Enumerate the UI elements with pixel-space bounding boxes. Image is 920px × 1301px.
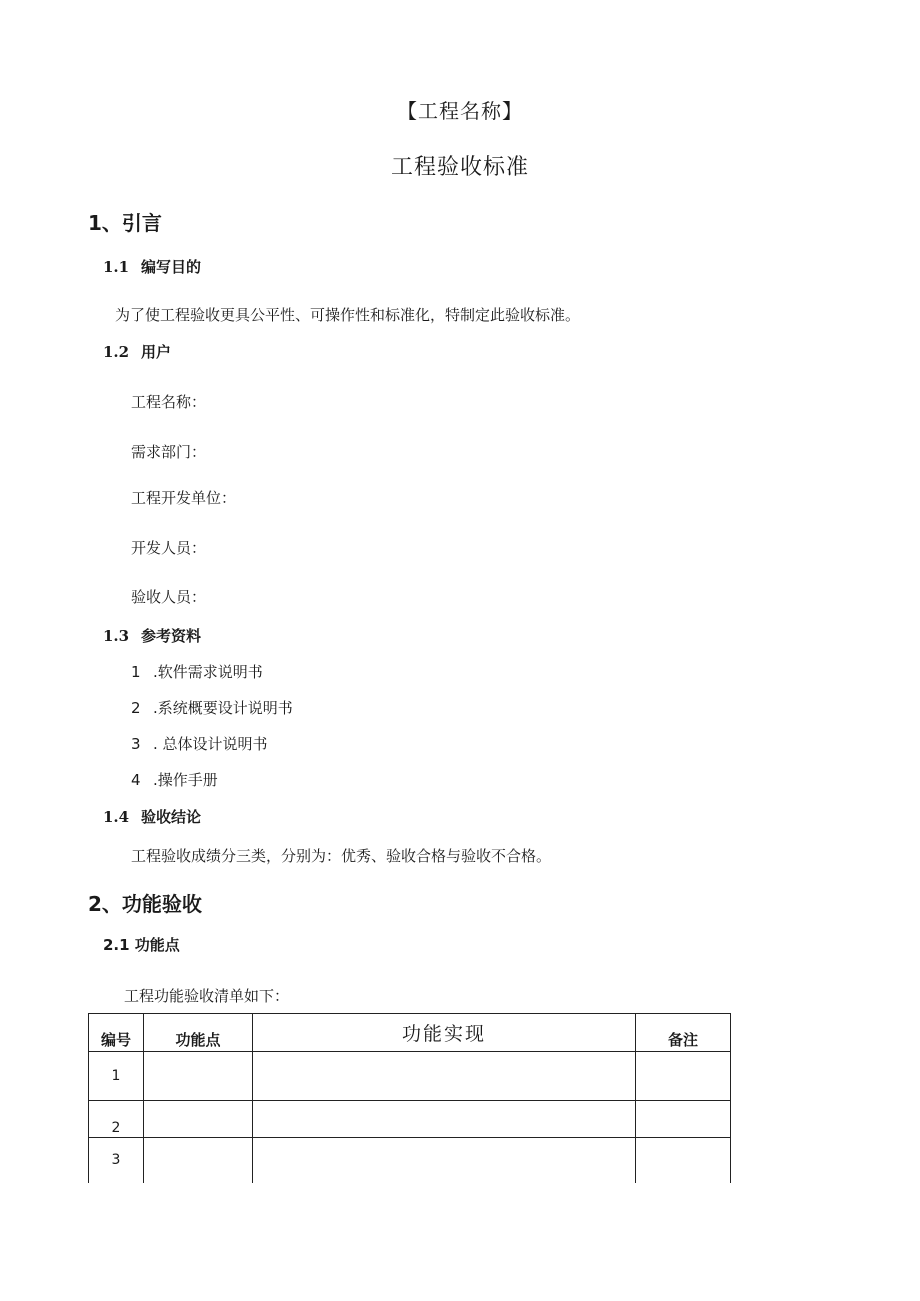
reference-text: . 总体设计说明书	[153, 735, 268, 753]
page-bottom-margin	[0, 1183, 920, 1301]
header-feature: 功能点	[144, 1014, 253, 1052]
row-remarks-cell	[636, 1101, 731, 1138]
table-row	[89, 1101, 731, 1138]
row-number: 1	[89, 1052, 144, 1101]
section-1-1-heading	[103, 256, 201, 277]
reference-number: 2	[131, 699, 141, 717]
section-1-2-heading	[103, 341, 171, 362]
field-acceptance-staff: 验收人员：	[131, 588, 207, 606]
header-number: 编号	[89, 1014, 144, 1052]
reference-number: 4	[131, 771, 141, 789]
section-2-1-heading: 2.1 功能点	[103, 936, 180, 954]
row-feature-cell	[144, 1101, 253, 1138]
project-name-heading: 【工程名称】	[397, 99, 523, 123]
section-1-2-title: 用户	[141, 343, 172, 361]
conclusion-text: 工程验收成绩分三类，分别为：优秀、验收合格与验收不合格。	[131, 847, 552, 865]
section-1-2-number: 1.2	[103, 343, 130, 361]
reference-text: .操作手册	[153, 771, 218, 789]
purpose-text: 为了使工程验收更具公平性、可操作性和标准化，特制定此验收标准。	[115, 306, 581, 324]
field-project-name: 工程名称：	[131, 393, 207, 411]
section-1-4-heading	[103, 806, 201, 827]
section-2-heading: 2、功能验收	[88, 892, 202, 916]
reference-item	[131, 661, 263, 682]
reference-number: 1	[131, 663, 141, 681]
section-1-3-title: 参考资料	[141, 627, 202, 645]
section-1-1-title: 编写目的	[141, 258, 202, 276]
row-feature-cell	[144, 1052, 253, 1101]
field-developers: 开发人员：	[131, 539, 207, 557]
acceptance-table	[88, 1013, 731, 1198]
section-1-1-number: 1.1	[103, 258, 130, 276]
field-requesting-dept: 需求部门：	[131, 443, 207, 461]
section-1-3-number: 1.3	[103, 627, 130, 645]
header-remarks: 备注	[636, 1014, 731, 1052]
row-number: 3	[89, 1138, 144, 1198]
checklist-intro-text: 工程功能验收清单如下：	[124, 987, 290, 1005]
header-implementation: 功能实现	[253, 1014, 636, 1052]
reference-number: 3	[131, 735, 141, 753]
row-number: 2	[89, 1101, 144, 1138]
section-1-heading: 1、引言	[88, 211, 162, 235]
table-row	[89, 1052, 731, 1101]
row-implementation-cell	[253, 1052, 636, 1101]
reference-text: .软件需求说明书	[153, 663, 263, 681]
field-dev-unit: 工程开发单位：	[131, 489, 237, 507]
document-title: 工程验收标准	[390, 155, 529, 180]
reference-item	[131, 697, 293, 718]
table-header-row	[89, 1014, 731, 1052]
reference-item	[131, 769, 218, 790]
reference-text: .系统概要设计说明书	[153, 699, 293, 717]
section-1-4-number: 1.4	[103, 808, 130, 826]
section-1-3-heading	[103, 625, 201, 646]
row-remarks-cell	[636, 1052, 731, 1101]
row-implementation-cell	[253, 1101, 636, 1138]
reference-item	[131, 733, 268, 754]
section-1-4-title: 验收结论	[141, 808, 202, 826]
